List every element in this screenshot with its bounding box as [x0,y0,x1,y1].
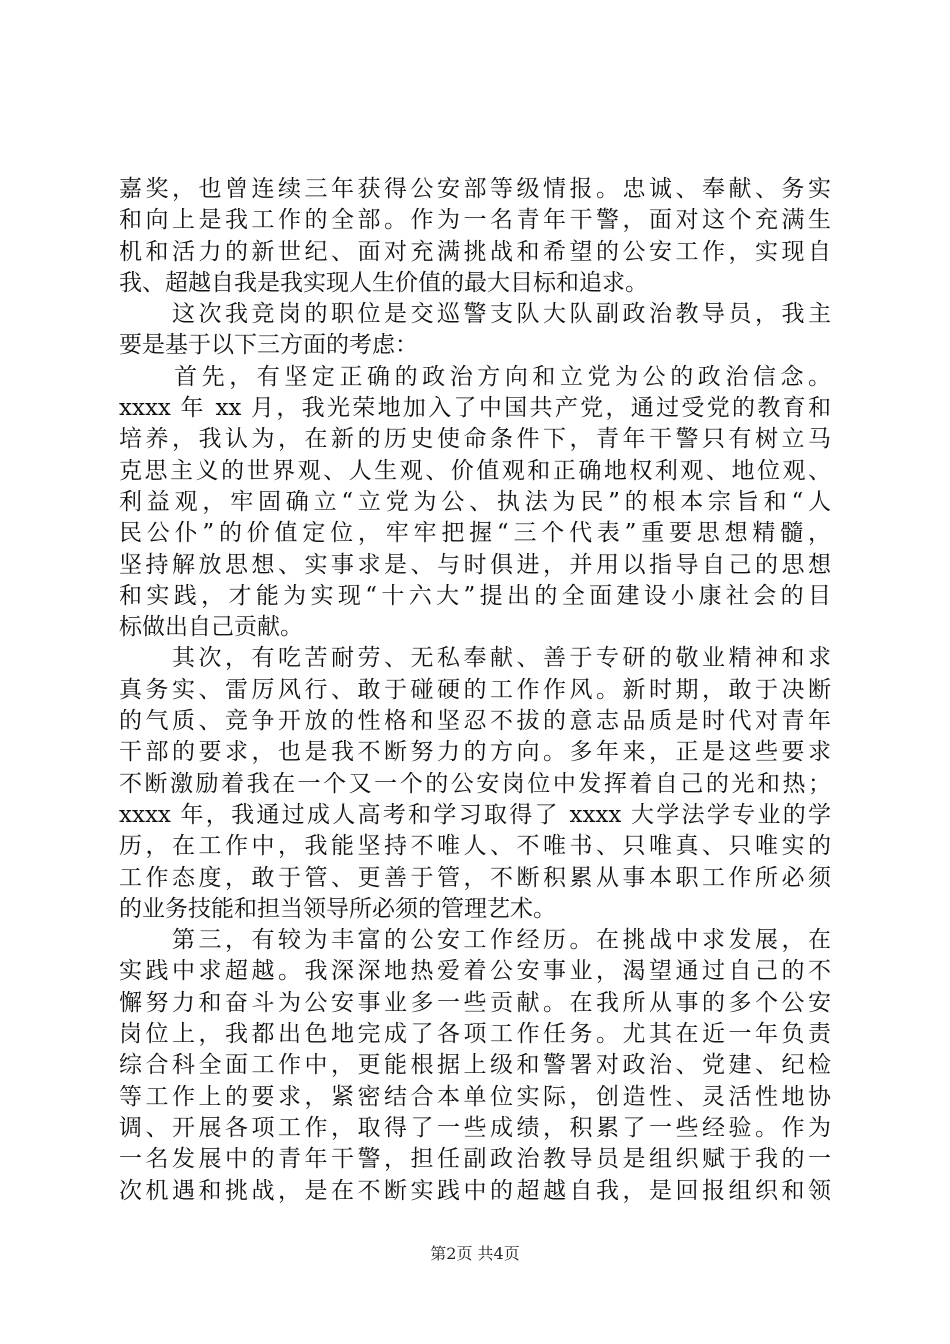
text-line: 的气质、竞争开放的性格和坚忍不拔的意志品质是时代对青年 [119,708,831,735]
text-line: 坚持解放思想、实事求是、与时俱进，并用以指导自己的思想 [119,551,831,578]
text-line: 第三，有较为丰富的公安工作经历。在挑战中求发展，在 [119,927,831,954]
text-line: 懈努力和奋斗为公安事业多一些贡献。在我所从事的多个公安 [119,989,831,1016]
text-line: 嘉奖，也曾连续三年获得公安部等级情报。忠诚、奉献、务实 [119,176,831,202]
text-line: 和实践，才能为实现“十六大”提出的全面建设小康社会的目 [119,582,831,609]
text-line: 岗位上，我都出色地完成了各项工作任务。尤其在近一年负责 [119,1021,831,1048]
text-line: 调、开展各项工作，取得了一些成绩，积累了一些经验。作为 [119,1114,831,1141]
text-line: 的业务技能和担当领导所必须的管理艺术。 [119,895,556,922]
text-line: 实践中求超越。我深深地热爱着公安事业，渴望通过自己的不 [119,958,831,985]
text-line: 要是基于以下三方面的考虑： [119,332,418,359]
text-line: 一名发展中的青年干警，担任副政治教导员是组织赋于我的一 [119,1146,831,1173]
text-line: 和向上是我工作的全部。作为一名青年干警，面对这个充满生 [119,207,831,234]
text-line: 其次，有吃苦耐劳、无私奉献、善于专研的敬业精神和求 [119,645,831,672]
page-footer: 第2页 共4页 [430,1244,520,1263]
text-line: xxxx 年 xx 月，我光荣地加入了中国共产党，通过受党的教育和 [119,395,831,422]
text-line: 工作态度，敢于管、更善于管，不断积累从事本职工作所必须 [119,864,831,891]
text-line: 民公仆”的价值定位，牢牢把握“三个代表”重要思想精髓， [119,520,831,547]
text-line: 利益观，牢固确立“立党为公、执法为民”的根本宗旨和“人 [119,488,831,515]
text-line: 我、超越自我是我实现人生价值的最大目标和追求。 [119,269,648,296]
text-line: 克思主义的世界观、人生观、价值观和正确地权利观、地位观、 [119,457,831,484]
text-line: 干部的要求，也是我不断努力的方向。多年来，正是这些要求 [119,739,831,766]
text-line: 不断激励着我在一个又一个的公安岗位中发挥着自己的光和热； [119,770,831,797]
text-line: 次机遇和挑战，是在不断实践中的超越自我，是回报组织和领 [119,1177,831,1204]
text-line: 培养，我认为，在新的历史使命条件下，青年干警只有树立马 [119,426,831,453]
text-line: xxxx 年，我通过成人高考和学习取得了 xxxx 大学法学专业的学 [119,801,831,828]
text-line: 机和活力的新世纪、面对充满挑战和希望的公安工作，实现自 [119,238,831,265]
text-line: 真务实、雷厉风行、敢于碰硬的工作作风。新时期，敢于决断 [119,676,831,703]
text-line: 标做出自己贡献。 [119,614,303,641]
text-line: 综合科全面工作中，更能根据上级和警署对政治、党建、纪检 [119,1052,831,1079]
text-line: 历，在工作中，我能坚持不唯人、不唯书、只唯真、只唯实的 [119,833,831,860]
body-text [119,174,831,1207]
text-line: 等工作上的要求，紧密结合本单位实际，创造性、灵活性地协 [119,1083,831,1110]
text-line: 这次我竞岗的职位是交巡警支队大队副政治教导员，我主 [119,301,831,328]
text-line: 首先，有坚定正确的政治方向和立党为公的政治信念。 [119,363,831,390]
